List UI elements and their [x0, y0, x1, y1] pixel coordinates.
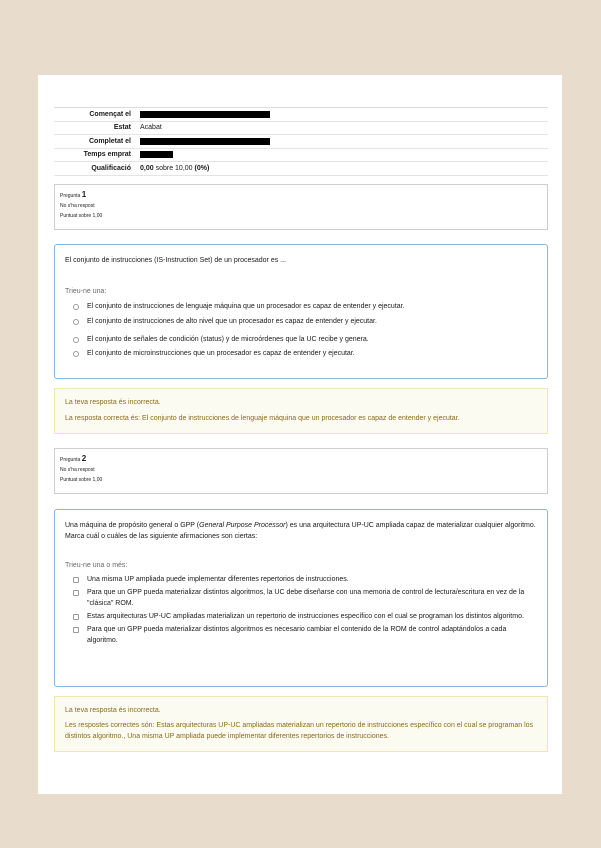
question-1-content [54, 244, 548, 379]
grade-percent: (0%) [194, 164, 210, 172]
grade-score: 0,00 [140, 164, 154, 172]
radio-button[interactable] [73, 337, 79, 343]
time-label: Temps emprat [83, 151, 131, 159]
answer-option[interactable] [65, 348, 537, 359]
option-label: Para que un GPP pueda materializar distintos algoritmos es necesario cambiar el contenido de la ROM de control adaptándolos a cada algoritmo. [87, 626, 507, 644]
option-label: El conjunto de señales de condición (status) y de microórdenes que la UC recibe y genera. [87, 336, 369, 343]
checkbox[interactable] [73, 577, 79, 583]
redacted-value [140, 151, 173, 158]
question-1-info [54, 184, 548, 230]
summary-row-completed [54, 135, 548, 149]
grade-value [140, 165, 548, 172]
state-label: Estat [113, 124, 131, 132]
answer-option[interactable] [65, 316, 537, 334]
grade-label: Qualificació [91, 164, 131, 172]
checkbox[interactable] [73, 590, 79, 596]
answer-option[interactable] [65, 587, 537, 609]
state-value: Acabat [140, 124, 162, 132]
option-label: El conjunto de instrucciones de alto nivel que un procesador es capaz de entender y ejecutar. [87, 318, 377, 325]
question-2-content [54, 509, 548, 687]
option-label: Para que un GPP pueda materializar distintos algoritmos, la UC debe diseñarse con una memoria de control de lectura/escritura en vez de la "clásica" ROM. [87, 589, 525, 607]
feedback-correct-answer: Les respostes correctes són: Estas arquitecturas UP-UC ampliadas materializan un repertorio de instrucciones específico con el cual se programan los distintos algoritmo., Una misma UP ampliada puede implementar diferentes repertorios de instrucciones. [65, 722, 534, 740]
question-mark: Puntuat sobre 1,00 [60, 477, 103, 483]
option-label: Estas arquitecturas UP-UC ampliadas materializan un repertorio de instrucciones específico con el cual se programan los distintos algoritmo. [87, 613, 524, 620]
quiz-review-page [38, 75, 562, 794]
option-label: El conjunto de instrucciones de lenguaje máquina que un procesador es capaz de entender y ejecutar. [87, 303, 405, 310]
summary-row-state [54, 122, 548, 136]
answer-option[interactable] [65, 574, 537, 585]
completed-label: Completat el [88, 137, 131, 145]
question-number: Pregunta 2 [60, 454, 87, 463]
answer-prompt: Trieu-ne una o més: [65, 562, 128, 569]
grade-of: sobre 10,00 [155, 164, 193, 172]
radio-button[interactable] [73, 304, 79, 310]
redacted-value [140, 111, 270, 118]
question-2-feedback [54, 696, 548, 752]
radio-button[interactable] [73, 319, 79, 325]
answer-option[interactable] [65, 301, 537, 316]
checkbox[interactable] [73, 614, 79, 620]
answer-option[interactable] [65, 611, 537, 622]
summary-row-time [54, 149, 548, 163]
attempt-summary-table [54, 107, 548, 176]
question-mark: Puntuat sobre 1,00 [60, 213, 103, 219]
feedback-incorrect: La teva resposta és incorrecta. [65, 399, 161, 406]
summary-row-grade [54, 162, 548, 176]
answer-option[interactable] [65, 334, 537, 348]
question-2-info [54, 448, 548, 494]
question-number: Pregunta 1 [60, 190, 87, 199]
question-text: El conjunto de instrucciones (IS-Instruction Set) de un procesador es ... [65, 257, 287, 264]
feedback-correct-answer: La resposta correcta és: El conjunto de instrucciones de lenguaje máquina que un procesador es capaz de entender y ejecutar. [65, 415, 460, 422]
answer-prompt: Trieu-ne una: [65, 288, 107, 295]
radio-button[interactable] [73, 351, 79, 357]
question-status: No s'ha respost [60, 467, 95, 473]
summary-row-started [54, 108, 548, 122]
option-label: El conjunto de microinstrucciones que un procesador es capaz de entender y ejecutar. [87, 350, 355, 357]
redacted-value [140, 138, 270, 145]
answer-option[interactable] [65, 624, 537, 646]
started-label: Començat el [89, 110, 131, 118]
checkbox[interactable] [73, 627, 79, 633]
question-text: Una máquina de propósito general o GPP (General Purpose Processor) es una arquitectura UP-UC ampliada capaz de materializar cualquier algoritmo. Marca cuál o cuáles de las siguiente afirmaciones son ciertas: [65, 522, 536, 540]
feedback-incorrect: La teva resposta és incorrecta. [65, 707, 161, 714]
option-label: Una misma UP ampliada puede implementar diferentes repertorios de instrucciones. [87, 576, 349, 583]
question-status: No s'ha respost [60, 203, 95, 209]
question-1-feedback [54, 388, 548, 434]
